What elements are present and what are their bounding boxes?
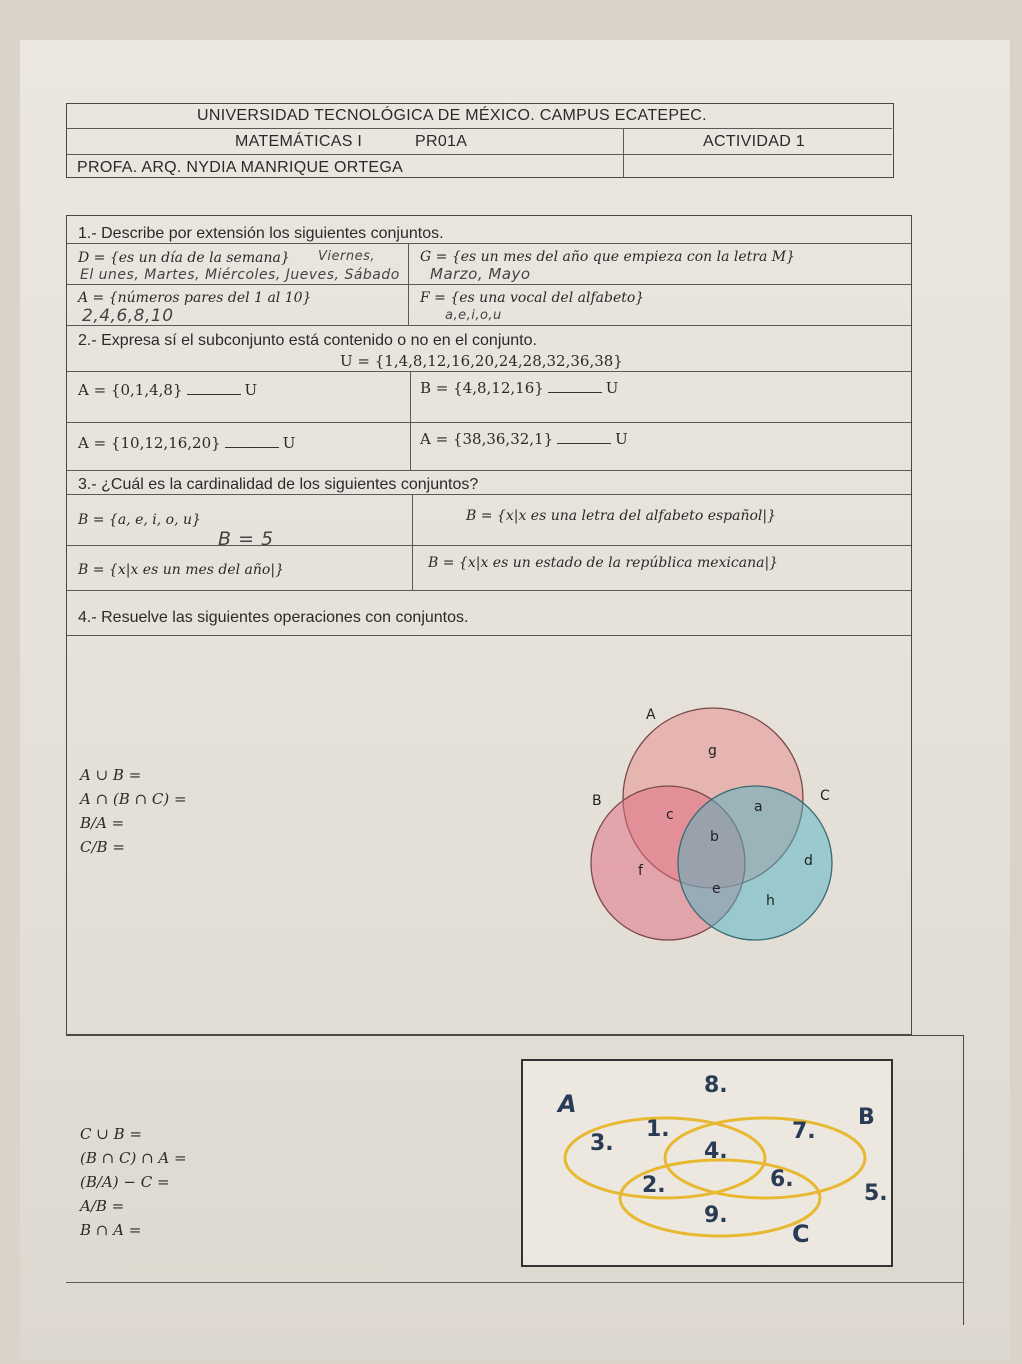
venn1-region-e: e bbox=[712, 881, 721, 897]
venn1-region-a: a bbox=[754, 799, 763, 815]
venn2-region-5: 5. bbox=[864, 1181, 888, 1206]
subset-row-1: A = {0,1,4,8} U bbox=[78, 381, 258, 399]
venn1-label-c: C bbox=[820, 788, 830, 804]
cardinality-item-1: B = {a, e, i, o, u} bbox=[78, 512, 201, 528]
operations-list-2 bbox=[80, 1122, 187, 1242]
cardinality-item-4: B = {x|x es un estado de la república mexicana|} bbox=[428, 555, 779, 571]
venn-diagram-1 bbox=[580, 695, 870, 945]
set-d-definition: D = {es un día de la semana} bbox=[78, 250, 290, 266]
venn-diagram-2 bbox=[520, 1058, 895, 1270]
course-name: MATEMÁTICAS I bbox=[235, 133, 363, 150]
operation-b-intersect-a: B ∩ A = bbox=[80, 1221, 142, 1239]
cardinality-answer-1: B = 5 bbox=[218, 528, 274, 550]
operation-b-minus-a-minus-c: (B/A) − C = bbox=[80, 1173, 170, 1191]
venn2-region-1: 1. bbox=[646, 1117, 670, 1142]
operation-c-minus-b: C/B = bbox=[80, 838, 125, 856]
venn2-region-4: 4. bbox=[704, 1139, 728, 1164]
venn2-label-b: B bbox=[858, 1105, 875, 1130]
set-a-definition: A = {números pares del 1 al 10} bbox=[78, 290, 312, 306]
set-g-answer: Marzo, Mayo bbox=[430, 265, 531, 283]
operation-b-minus-a: B/A = bbox=[80, 814, 125, 832]
operation-a-union-b: A ∪ B = bbox=[80, 766, 142, 784]
section3-title: 3.- ¿Cuál es la cardinalidad de los siguientes conjuntos? bbox=[78, 476, 479, 493]
subset-row-2: B = {4,8,12,16} U bbox=[420, 379, 619, 397]
venn1-region-c: c bbox=[666, 807, 674, 823]
activity-label: ACTIVIDAD 1 bbox=[703, 133, 805, 150]
venn2-region-6: 6. bbox=[770, 1167, 794, 1192]
subset-row-4: A = {38,36,32,1} U bbox=[420, 430, 628, 448]
venn1-label-b: B bbox=[592, 793, 602, 809]
venn2-region-2: 2. bbox=[642, 1173, 666, 1198]
set-a-answer: 2,4,6,8,10 bbox=[82, 306, 174, 326]
section4-title: 4.- Resuelve las siguientes operaciones con conjuntos. bbox=[78, 609, 469, 626]
section2-title: 2.- Expresa sí el subconjunto está contenido o no en el conjunto. bbox=[78, 332, 537, 349]
operation-a-intersect-b-intersect-c: A ∩ (B ∩ C) = bbox=[80, 790, 187, 808]
operation-b-intersect-c-intersect-a: (B ∩ C) ∩ A = bbox=[80, 1149, 187, 1167]
venn1-label-a: A bbox=[646, 707, 656, 723]
set-g-definition: G = {es un mes del año que empieza con la letra M} bbox=[420, 249, 796, 265]
set-d-answer-inline: Viernes, bbox=[318, 249, 375, 264]
group-code: PR01A bbox=[415, 133, 468, 150]
cardinality-item-2: B = {x|x es una letra del alfabeto español|} bbox=[466, 508, 777, 524]
teacher-name: PROFA. ARQ. NYDIA MANRIQUE ORTEGA bbox=[77, 159, 404, 176]
section1-title: 1.- Describe por extensión los siguientes conjuntos. bbox=[78, 225, 444, 242]
set-d-answer: El unes, Martes, Miércoles, Jueves, Sábado bbox=[80, 267, 400, 283]
venn1-region-h: h bbox=[766, 893, 775, 909]
venn1-region-d: d bbox=[804, 853, 813, 869]
header-table bbox=[66, 103, 894, 178]
operations-list-1 bbox=[80, 763, 187, 859]
venn2-region-3: 3. bbox=[590, 1131, 614, 1156]
operation-c-union-b: C ∪ B = bbox=[80, 1125, 142, 1143]
set-f-answer: a,e,i,o,u bbox=[445, 308, 502, 323]
subset-row-3: A = {10,12,16,20} U bbox=[78, 434, 296, 452]
venn1-region-f: f bbox=[638, 863, 643, 879]
set-f-definition: F = {es una vocal del alfabeto} bbox=[420, 290, 645, 306]
operation-a-minus-b: A/B = bbox=[80, 1197, 125, 1215]
venn2-region-8: 8. bbox=[704, 1073, 728, 1098]
venn2-region-9: 9. bbox=[704, 1203, 728, 1228]
cardinality-item-3: B = {x|x es un mes del año|} bbox=[78, 562, 284, 578]
venn2-region-7: 7. bbox=[792, 1119, 816, 1144]
venn1-region-b: b bbox=[710, 829, 719, 845]
venn1-region-g: g bbox=[708, 743, 717, 759]
university-name: UNIVERSIDAD TECNOLÓGICA DE MÉXICO. CAMPUS ECATEPEC. bbox=[197, 107, 707, 124]
universe-set: U = {1,4,8,12,16,20,24,28,32,36,38} bbox=[340, 352, 623, 370]
venn2-label-c: C bbox=[792, 1220, 810, 1248]
venn2-label-a: A bbox=[558, 1090, 577, 1118]
